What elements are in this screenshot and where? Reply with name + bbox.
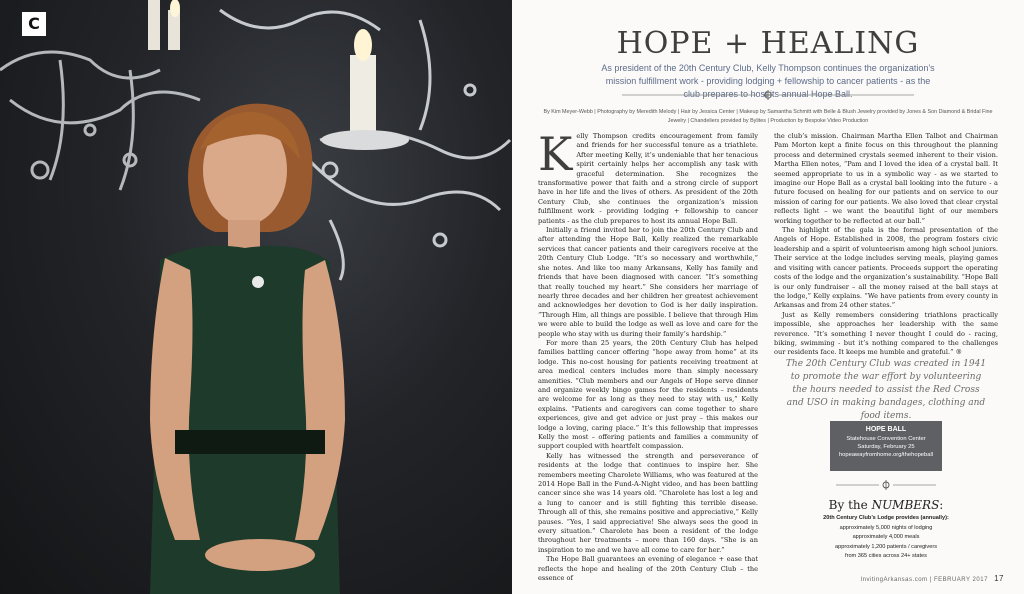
body-paragraph: elly Thompson credits encouragement from family and friends for her successful tenure as a triathlete. After meeting Kelly, it’s undeniable that her tenacious spirit certainly helps her accomplish any task with graceful determination. She recognizes the transformative power that faith and a strong circle of support have in her life and the lives of others. As president of the 20th Century Club, she continues the organization’s mission fulfillment work - providing lodging + fellowship to cancer patients - as the club prepares to host its annual Hope Ball. [538,132,758,225]
pull-quote: The 20th Century Club was created in 1941 to promote the war effort by volunteering the hours needed to assist the Red Cross and USO in making bandages, clothing and food items. [785,359,987,421]
numbers-item: from 365 cities across 24+ states [845,553,927,560]
publication-logo: C [22,12,46,36]
body-paragraph: The highlight of the gala is the formal presentation of the Angels of Hope. Established in 2008, the program fosters civic leadership and a spirit of volunteerism among high school juniors. Their service at the lodge includes serving meals, playing games and visiting with cancer patients. Proceeds support the operating costs of the lodge and the organization’s sustainability. “Hope Ball is our only fundraiser – all the money raised at the ball stays at the lodge,” Kelly explains. “We have patients from every county in Arkansas and from 24 other states.” [774,226,998,310]
article-page [512,0,1024,594]
numbers-stats [774,514,998,562]
candles-left [148,0,180,50]
body-paragraph: Just as Kelly remembers considering triathlons practically impossible, she approaches her leadership with the same reverence. “It’s something I never thought I could do - racing, biking, swimming - but it’s nothing compared to the challenges our residents face. It keeps me humble and grateful.” ® [774,310,998,357]
footer-issue: FEBRUARY 2017 [933,577,988,583]
event-info-box [830,421,942,471]
numbers-item: approximately 5,000 nights of lodging [839,524,933,531]
numbers-item: approximately 1,200 patients / caregivers [835,543,937,550]
numbers-heading-prefix: By the [828,498,868,512]
body-paragraph: The Hope Ball guarantees an evening of elegance + ease that reflects the hope and healing of the 20th Century Club – the essence of [538,555,758,583]
article-subtitle: As president of the 20th Century Club, Kelly Thompson continues the organization’s mission fulfillment work - providing lodging + fellowship to cancer patients - as the club prepares to host its annual Hope Ball. [601,63,935,99]
article-column-right [774,132,998,358]
article-credits: By Kim Meyer-Webb | Photography by Meredith Melody | Hair by Jessica Center | Makeup by Samantha Schmitt with Belle & Blush Jewelry provided by Jones & Son Diamond & Bridal Fine Jewelry | Chandeliers provided by Bylites | Production by Bespoke Video Production [543,109,993,124]
chandelier-left [0,52,200,190]
numbers-heading-emph: NUMBERS [871,498,940,512]
woman-figure [150,104,345,594]
drop-cap: K [538,127,573,181]
event-title: HOPE BALL [865,426,907,433]
numbers-heading-suffix: : [939,498,944,512]
numbers-lead: 20th Century Club’s Lodge provides (annually): [823,515,949,521]
body-paragraph: Initially a friend invited her to join the 20th Century Club and after attending the Hope Ball, Kelly realized the remarkable services that cancer patients and their caregivers receive at the 20th Century Club Lodge. “It’s so necessary and worthwhile,” she notes. And like too many Arkansans, Kelly has family and friends that have been diagnosed with cancer. “It’s something that really touched my heart.” She considers her marriage of nearly three decades and her children her greatest achievement and acknowledges her devotion to God is her daily inspiration. “Through Him, all things are possible. I believe that through Him we were able to build the lodge as well as love and care for the people who stay with us during their family’s hardship.” [538,226,758,338]
footer-site[interactable]: InvitingArkansas.com [860,577,928,583]
event-date: Saturday, February 25 [857,444,915,450]
candles-right [321,29,409,150]
article-column-left [538,127,758,584]
divider-ornament-small [774,480,998,490]
divider-ornament [512,90,1024,100]
event-venue: Statehouse Convention Center [846,436,926,442]
numbers-heading [774,498,998,512]
page-footer [861,574,1005,583]
page-number: 17 [994,574,1004,583]
event-url[interactable]: hopeawayfromhome.org/thehopeball [838,452,934,458]
body-paragraph: Kelly has witnessed the strength and perseverance of residents at the lodge that continues to inspire her. She remembers meeting Charolete Williams, who was featured at the 2014 Hope Ball in the Fund-A-Night video, and has been battling cancer since she was 14 years old. “Charolete has lost a leg and a lung to cancer and is still fighting this terrible disease. Through all of this, she remains positive and appreciative,” Kelly pauses. “Yes, I said appreciative! She always sees the good in every situation.” Charolete has been a resident of the lodge throughout her treatments – more than 160 days. “She is an inspiration to me and we have all come to care for her.” [538,451,758,554]
numbers-item: approximately 4,000 meals [852,534,920,541]
body-paragraph: For more than 25 years, the 20th Century Club has helped families battling cancer offering “hope away from home” at its lodge. This no-cost housing for patients receiving treatment at area medical centers includes more than simply necessary amenities. “Club members and our Angels of Hope serve dinner and organize weekly bingo games for the residents – residents are welcome for as long as they need to stay with us,” Kelly explains. “Patients and caregivers can come together to share experiences, give and get advice or just pray – this makes our lodge a loving, caring place.” It’s this fellowship that impresses Kelly the most – offering patients and families a community of support coupled with heartfelt compassion. [538,338,758,451]
footer-separator: | [929,577,932,583]
article-title: HOPE + HEALING [616,26,920,61]
body-paragraph: the club’s mission. Chairman Martha Ellen Talbot and Chairman Pam Morton kept a finite focus on this throughout the planning process and determined crystals seemed inherent to their vision. Martha Ellen notes, “Pam and I loved the idea of a crystal ball. It seemed appropriate to us in a symbolic way - as we started to imagine our Hope Ball as a crystal ball looking into the future - a future focused on healing for our patients and on service to our mission of caring for our patients. We also loved that clear crystal reflects light – we want the beautiful light of our members working together to be reflected at our ball.” [774,132,998,225]
